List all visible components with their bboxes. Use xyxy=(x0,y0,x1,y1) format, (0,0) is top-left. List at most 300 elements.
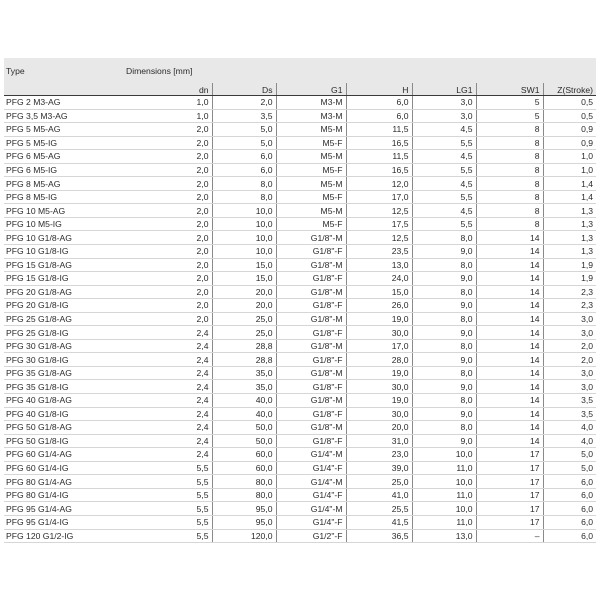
cell-type: PFG 60 G1/4-AG xyxy=(4,448,124,462)
cell-z-stroke: 6,0 xyxy=(543,529,596,543)
cell-type: PFG 30 G1/8-IG xyxy=(4,353,124,367)
cell-sw1: 14 xyxy=(476,339,543,353)
cell-ds: 15,0 xyxy=(212,272,276,286)
cell-h: 11,5 xyxy=(346,150,412,164)
cell-ds: 5,0 xyxy=(212,123,276,137)
cell-sw1: 5 xyxy=(476,96,543,110)
cell-ds: 40,0 xyxy=(212,407,276,421)
table-row xyxy=(4,475,596,489)
cell-sw1: 14 xyxy=(476,421,543,435)
cell-lg1: 5,5 xyxy=(412,136,476,150)
cell-sw1: 14 xyxy=(476,394,543,408)
cell-lg1: 9,0 xyxy=(412,326,476,340)
cell-type: PFG 35 G1/8-IG xyxy=(4,380,124,394)
cell-dn: 2,0 xyxy=(124,177,212,191)
dimensions-table xyxy=(4,58,596,543)
cell-sw1: 14 xyxy=(476,312,543,326)
cell-lg1: 5,5 xyxy=(412,217,476,231)
cell-lg1: 9,0 xyxy=(412,407,476,421)
table-row xyxy=(4,272,596,286)
cell-z-stroke: 3,5 xyxy=(543,394,596,408)
cell-dn: 5,5 xyxy=(124,502,212,516)
cell-type: PFG 50 G1/8-IG xyxy=(4,434,124,448)
cell-sw1: 14 xyxy=(476,353,543,367)
cell-g1: G1/2"-F xyxy=(276,529,346,543)
table-row xyxy=(4,312,596,326)
table-row xyxy=(4,339,596,353)
cell-z-stroke: 4,0 xyxy=(543,434,596,448)
cell-z-stroke: 1,4 xyxy=(543,177,596,191)
cell-g1: G1/8"-F xyxy=(276,407,346,421)
cell-g1: G1/8"-M xyxy=(276,339,346,353)
cell-dn: 2,0 xyxy=(124,258,212,272)
cell-lg1: 9,0 xyxy=(412,380,476,394)
cell-ds: 5,0 xyxy=(212,136,276,150)
cell-dn: 2,0 xyxy=(124,190,212,204)
cell-type: PFG 30 G1/8-AG xyxy=(4,339,124,353)
table-row xyxy=(4,231,596,245)
cell-h: 19,0 xyxy=(346,394,412,408)
cell-lg1: 9,0 xyxy=(412,272,476,286)
cell-type: PFG 40 G1/8-AG xyxy=(4,394,124,408)
cell-g1: M5-M xyxy=(276,150,346,164)
cell-g1: M5-F xyxy=(276,136,346,150)
cell-sw1: 17 xyxy=(476,461,543,475)
cell-dn: 2,4 xyxy=(124,326,212,340)
table-row xyxy=(4,96,596,110)
table-row xyxy=(4,461,596,475)
cell-sw1: 14 xyxy=(476,245,543,259)
cell-g1: G1/8"-M xyxy=(276,366,346,380)
cell-g1: G1/8"-M xyxy=(276,231,346,245)
cell-sw1: 14 xyxy=(476,434,543,448)
cell-h: 23,0 xyxy=(346,448,412,462)
table-row xyxy=(4,285,596,299)
cell-type: PFG 5 M5-IG xyxy=(4,136,124,150)
table-row xyxy=(4,136,596,150)
cell-g1: G1/4"-M xyxy=(276,475,346,489)
cell-sw1: 14 xyxy=(476,231,543,245)
cell-h: 19,0 xyxy=(346,312,412,326)
cell-dn: 2,0 xyxy=(124,285,212,299)
cell-dn: 2,0 xyxy=(124,136,212,150)
table-row xyxy=(4,353,596,367)
cell-z-stroke: 1,0 xyxy=(543,163,596,177)
cell-h: 17,5 xyxy=(346,217,412,231)
cell-sw1: 17 xyxy=(476,475,543,489)
cell-lg1: 8,0 xyxy=(412,366,476,380)
cell-ds: 6,0 xyxy=(212,150,276,164)
cell-z-stroke: 2,3 xyxy=(543,299,596,313)
type-column-spacer xyxy=(4,83,124,96)
cell-type: PFG 80 G1/4-IG xyxy=(4,488,124,502)
cell-h: 30,0 xyxy=(346,326,412,340)
cell-g1: G1/4"-M xyxy=(276,448,346,462)
cell-dn: 2,0 xyxy=(124,150,212,164)
cell-dn: 2,4 xyxy=(124,407,212,421)
cell-h: 11,5 xyxy=(346,123,412,137)
cell-h: 28,0 xyxy=(346,353,412,367)
cell-z-stroke: 6,0 xyxy=(543,488,596,502)
cell-ds: 15,0 xyxy=(212,258,276,272)
cell-lg1: 11,0 xyxy=(412,515,476,529)
cell-z-stroke: 3,0 xyxy=(543,312,596,326)
cell-lg1: 3,0 xyxy=(412,96,476,110)
table-row xyxy=(4,502,596,516)
table-row xyxy=(4,150,596,164)
cell-h: 12,0 xyxy=(346,177,412,191)
cell-h: 20,0 xyxy=(346,421,412,435)
cell-dn: 2,0 xyxy=(124,299,212,313)
cell-sw1: 17 xyxy=(476,515,543,529)
cell-lg1: 8,0 xyxy=(412,312,476,326)
cell-ds: 8,0 xyxy=(212,190,276,204)
cell-z-stroke: 5,0 xyxy=(543,448,596,462)
cell-g1: G1/8"-F xyxy=(276,245,346,259)
header-row-groups xyxy=(4,58,596,83)
cell-lg1: 4,5 xyxy=(412,177,476,191)
cell-lg1: 8,0 xyxy=(412,285,476,299)
cell-sw1: 8 xyxy=(476,163,543,177)
table-row xyxy=(4,109,596,123)
cell-ds: 25,0 xyxy=(212,326,276,340)
cell-sw1: 8 xyxy=(476,204,543,218)
cell-type: PFG 2 M3-AG xyxy=(4,96,124,110)
cell-lg1: 8,0 xyxy=(412,421,476,435)
cell-type: PFG 10 M5-AG xyxy=(4,204,124,218)
cell-h: 25,0 xyxy=(346,475,412,489)
cell-sw1: 14 xyxy=(476,258,543,272)
cell-type: PFG 35 G1/8-AG xyxy=(4,366,124,380)
cell-ds: 10,0 xyxy=(212,217,276,231)
cell-z-stroke: 1,4 xyxy=(543,190,596,204)
cell-h: 12,5 xyxy=(346,204,412,218)
cell-sw1: 5 xyxy=(476,109,543,123)
cell-ds: 3,5 xyxy=(212,109,276,123)
cell-dn: 1,0 xyxy=(124,109,212,123)
cell-dn: 5,5 xyxy=(124,529,212,543)
table-row xyxy=(4,434,596,448)
cell-z-stroke: 0,5 xyxy=(543,96,596,110)
cell-dn: 2,4 xyxy=(124,434,212,448)
cell-g1: M5-M xyxy=(276,204,346,218)
cell-ds: 80,0 xyxy=(212,475,276,489)
cell-sw1: 8 xyxy=(476,123,543,137)
column-header-g1: G1 xyxy=(276,83,346,96)
cell-dn: 2,0 xyxy=(124,204,212,218)
cell-dn: 2,4 xyxy=(124,366,212,380)
cell-g1: G1/8"-F xyxy=(276,353,346,367)
cell-g1: G1/8"-M xyxy=(276,285,346,299)
cell-g1: G1/8"-F xyxy=(276,434,346,448)
cell-h: 24,0 xyxy=(346,272,412,286)
cell-h: 12,5 xyxy=(346,231,412,245)
table-row xyxy=(4,204,596,218)
cell-sw1: 14 xyxy=(476,285,543,299)
cell-type: PFG 8 M5-AG xyxy=(4,177,124,191)
cell-type: PFG 80 G1/4-AG xyxy=(4,475,124,489)
cell-h: 36,5 xyxy=(346,529,412,543)
cell-sw1: – xyxy=(476,529,543,543)
cell-z-stroke: 1,3 xyxy=(543,204,596,218)
cell-g1: G1/8"-M xyxy=(276,312,346,326)
cell-ds: 28,8 xyxy=(212,339,276,353)
cell-type: PFG 120 G1/2-IG xyxy=(4,529,124,543)
cell-z-stroke: 2,0 xyxy=(543,353,596,367)
cell-dn: 2,0 xyxy=(124,245,212,259)
cell-z-stroke: 1,9 xyxy=(543,258,596,272)
cell-g1: G1/8"-M xyxy=(276,421,346,435)
table-row xyxy=(4,448,596,462)
cell-h: 6,0 xyxy=(346,109,412,123)
cell-g1: G1/4"-F xyxy=(276,461,346,475)
cell-type: PFG 20 G1/8-AG xyxy=(4,285,124,299)
table-row xyxy=(4,407,596,421)
cell-ds: 35,0 xyxy=(212,380,276,394)
cell-sw1: 14 xyxy=(476,272,543,286)
cell-type: PFG 15 G1/8-AG xyxy=(4,258,124,272)
cell-g1: G1/8"-F xyxy=(276,326,346,340)
column-header-sw1: SW1 xyxy=(476,83,543,96)
cell-type: PFG 15 G1/8-IG xyxy=(4,272,124,286)
cell-z-stroke: 1,3 xyxy=(543,245,596,259)
cell-g1: G1/8"-F xyxy=(276,272,346,286)
column-header-ds: Ds xyxy=(212,83,276,96)
cell-lg1: 10,0 xyxy=(412,475,476,489)
cell-z-stroke: 0,5 xyxy=(543,109,596,123)
cell-lg1: 4,5 xyxy=(412,204,476,218)
cell-z-stroke: 1,3 xyxy=(543,217,596,231)
cell-lg1: 5,5 xyxy=(412,190,476,204)
cell-sw1: 14 xyxy=(476,326,543,340)
cell-lg1: 8,0 xyxy=(412,258,476,272)
cell-sw1: 8 xyxy=(476,150,543,164)
cell-z-stroke: 0,9 xyxy=(543,136,596,150)
cell-h: 17,0 xyxy=(346,190,412,204)
cell-lg1: 5,5 xyxy=(412,163,476,177)
cell-sw1: 8 xyxy=(476,177,543,191)
cell-type: PFG 95 G1/4-AG xyxy=(4,502,124,516)
cell-ds: 6,0 xyxy=(212,163,276,177)
cell-h: 26,0 xyxy=(346,299,412,313)
cell-dn: 2,4 xyxy=(124,448,212,462)
cell-g1: M5-M xyxy=(276,123,346,137)
cell-lg1: 9,0 xyxy=(412,299,476,313)
cell-lg1: 4,5 xyxy=(412,150,476,164)
cell-h: 13,0 xyxy=(346,258,412,272)
cell-sw1: 8 xyxy=(476,136,543,150)
cell-sw1: 14 xyxy=(476,366,543,380)
cell-ds: 80,0 xyxy=(212,488,276,502)
table-row xyxy=(4,326,596,340)
column-header-z-stroke: Z(Stroke) xyxy=(543,83,596,96)
cell-g1: M3-M xyxy=(276,109,346,123)
dimensions-group-header: Dimensions [mm] xyxy=(124,58,596,83)
cell-type: PFG 6 M5-IG xyxy=(4,163,124,177)
cell-z-stroke: 3,0 xyxy=(543,366,596,380)
cell-lg1: 9,0 xyxy=(412,353,476,367)
cell-z-stroke: 1,0 xyxy=(543,150,596,164)
cell-type: PFG 10 G1/8-AG xyxy=(4,231,124,245)
cell-lg1: 4,5 xyxy=(412,123,476,137)
cell-dn: 2,4 xyxy=(124,353,212,367)
cell-lg1: 8,0 xyxy=(412,231,476,245)
cell-g1: G1/8"-M xyxy=(276,394,346,408)
cell-lg1: 10,0 xyxy=(412,502,476,516)
cell-lg1: 11,0 xyxy=(412,461,476,475)
cell-lg1: 3,0 xyxy=(412,109,476,123)
cell-z-stroke: 1,3 xyxy=(543,231,596,245)
cell-dn: 5,5 xyxy=(124,488,212,502)
table-row xyxy=(4,366,596,380)
cell-type: PFG 20 G1/8-IG xyxy=(4,299,124,313)
cell-dn: 2,4 xyxy=(124,380,212,394)
cell-h: 31,0 xyxy=(346,434,412,448)
cell-h: 16,5 xyxy=(346,136,412,150)
cell-ds: 10,0 xyxy=(212,231,276,245)
cell-g1: M5-F xyxy=(276,163,346,177)
cell-ds: 60,0 xyxy=(212,461,276,475)
table-body xyxy=(4,96,596,543)
cell-ds: 60,0 xyxy=(212,448,276,462)
table-row xyxy=(4,245,596,259)
cell-ds: 120,0 xyxy=(212,529,276,543)
cell-type: PFG 6 M5-AG xyxy=(4,150,124,164)
cell-type: PFG 10 G1/8-IG xyxy=(4,245,124,259)
cell-ds: 20,0 xyxy=(212,299,276,313)
cell-ds: 28,8 xyxy=(212,353,276,367)
cell-z-stroke: 0,9 xyxy=(543,123,596,137)
cell-type: PFG 25 G1/8-IG xyxy=(4,326,124,340)
cell-h: 19,0 xyxy=(346,366,412,380)
cell-ds: 50,0 xyxy=(212,421,276,435)
table-row xyxy=(4,515,596,529)
cell-g1: G1/8"-F xyxy=(276,380,346,394)
cell-z-stroke: 3,0 xyxy=(543,326,596,340)
table-row xyxy=(4,488,596,502)
table-row xyxy=(4,380,596,394)
cell-h: 39,0 xyxy=(346,461,412,475)
cell-type: PFG 8 M5-IG xyxy=(4,190,124,204)
cell-sw1: 8 xyxy=(476,217,543,231)
cell-h: 25,5 xyxy=(346,502,412,516)
cell-ds: 2,0 xyxy=(212,96,276,110)
cell-ds: 50,0 xyxy=(212,434,276,448)
cell-type: PFG 50 G1/8-AG xyxy=(4,421,124,435)
table-row xyxy=(4,299,596,313)
cell-z-stroke: 2,0 xyxy=(543,339,596,353)
cell-lg1: 8,0 xyxy=(412,339,476,353)
cell-h: 17,0 xyxy=(346,339,412,353)
cell-lg1: 9,0 xyxy=(412,245,476,259)
cell-h: 41,5 xyxy=(346,515,412,529)
column-header-h: H xyxy=(346,83,412,96)
cell-z-stroke: 2,3 xyxy=(543,285,596,299)
table-row xyxy=(4,394,596,408)
cell-dn: 2,0 xyxy=(124,163,212,177)
cell-z-stroke: 6,0 xyxy=(543,515,596,529)
cell-lg1: 9,0 xyxy=(412,434,476,448)
cell-dn: 2,4 xyxy=(124,421,212,435)
cell-dn: 2,0 xyxy=(124,217,212,231)
cell-h: 23,5 xyxy=(346,245,412,259)
table-row xyxy=(4,177,596,191)
cell-h: 6,0 xyxy=(346,96,412,110)
table-row xyxy=(4,421,596,435)
type-column-header: Type xyxy=(4,58,124,83)
cell-dn: 2,4 xyxy=(124,394,212,408)
cell-ds: 40,0 xyxy=(212,394,276,408)
cell-lg1: 8,0 xyxy=(412,394,476,408)
cell-sw1: 14 xyxy=(476,299,543,313)
cell-z-stroke: 6,0 xyxy=(543,475,596,489)
cell-z-stroke: 5,0 xyxy=(543,461,596,475)
cell-type: PFG 40 G1/8-IG xyxy=(4,407,124,421)
cell-type: PFG 5 M5-AG xyxy=(4,123,124,137)
cell-sw1: 17 xyxy=(476,502,543,516)
cell-h: 16,5 xyxy=(346,163,412,177)
cell-dn: 5,5 xyxy=(124,515,212,529)
table-row xyxy=(4,123,596,137)
cell-h: 41,0 xyxy=(346,488,412,502)
cell-g1: G1/4"-M xyxy=(276,502,346,516)
cell-dn: 2,0 xyxy=(124,272,212,286)
cell-sw1: 8 xyxy=(476,190,543,204)
cell-sw1: 17 xyxy=(476,448,543,462)
cell-dn: 2,4 xyxy=(124,339,212,353)
cell-type: PFG 10 M5-IG xyxy=(4,217,124,231)
cell-g1: G1/4"-F xyxy=(276,515,346,529)
cell-type: PFG 3,5 M3-AG xyxy=(4,109,124,123)
table-row xyxy=(4,529,596,543)
cell-ds: 20,0 xyxy=(212,285,276,299)
cell-z-stroke: 4,0 xyxy=(543,421,596,435)
cell-dn: 1,0 xyxy=(124,96,212,110)
cell-type: PFG 25 G1/8-AG xyxy=(4,312,124,326)
cell-type: PFG 95 G1/4-IG xyxy=(4,515,124,529)
table-row xyxy=(4,163,596,177)
cell-ds: 25,0 xyxy=(212,312,276,326)
cell-dn: 5,5 xyxy=(124,461,212,475)
cell-h: 30,0 xyxy=(346,407,412,421)
cell-lg1: 10,0 xyxy=(412,448,476,462)
cell-type: PFG 60 G1/4-IG xyxy=(4,461,124,475)
cell-g1: G1/8"-M xyxy=(276,258,346,272)
cell-ds: 10,0 xyxy=(212,245,276,259)
table-row xyxy=(4,217,596,231)
cell-dn: 2,0 xyxy=(124,123,212,137)
cell-g1: M5-F xyxy=(276,190,346,204)
cell-dn: 5,5 xyxy=(124,475,212,489)
cell-g1: M5-M xyxy=(276,177,346,191)
cell-h: 15,0 xyxy=(346,285,412,299)
column-header-dn: dn xyxy=(124,83,212,96)
cell-ds: 95,0 xyxy=(212,515,276,529)
column-header-lg1: LG1 xyxy=(412,83,476,96)
cell-z-stroke: 3,5 xyxy=(543,407,596,421)
cell-g1: G1/4"-F xyxy=(276,488,346,502)
cell-ds: 10,0 xyxy=(212,204,276,218)
cell-ds: 95,0 xyxy=(212,502,276,516)
table-row xyxy=(4,258,596,272)
header-row-columns xyxy=(4,83,596,96)
cell-g1: M3-M xyxy=(276,96,346,110)
cell-ds: 8,0 xyxy=(212,177,276,191)
cell-z-stroke: 1,9 xyxy=(543,272,596,286)
cell-lg1: 13,0 xyxy=(412,529,476,543)
cell-z-stroke: 6,0 xyxy=(543,502,596,516)
cell-dn: 2,0 xyxy=(124,231,212,245)
